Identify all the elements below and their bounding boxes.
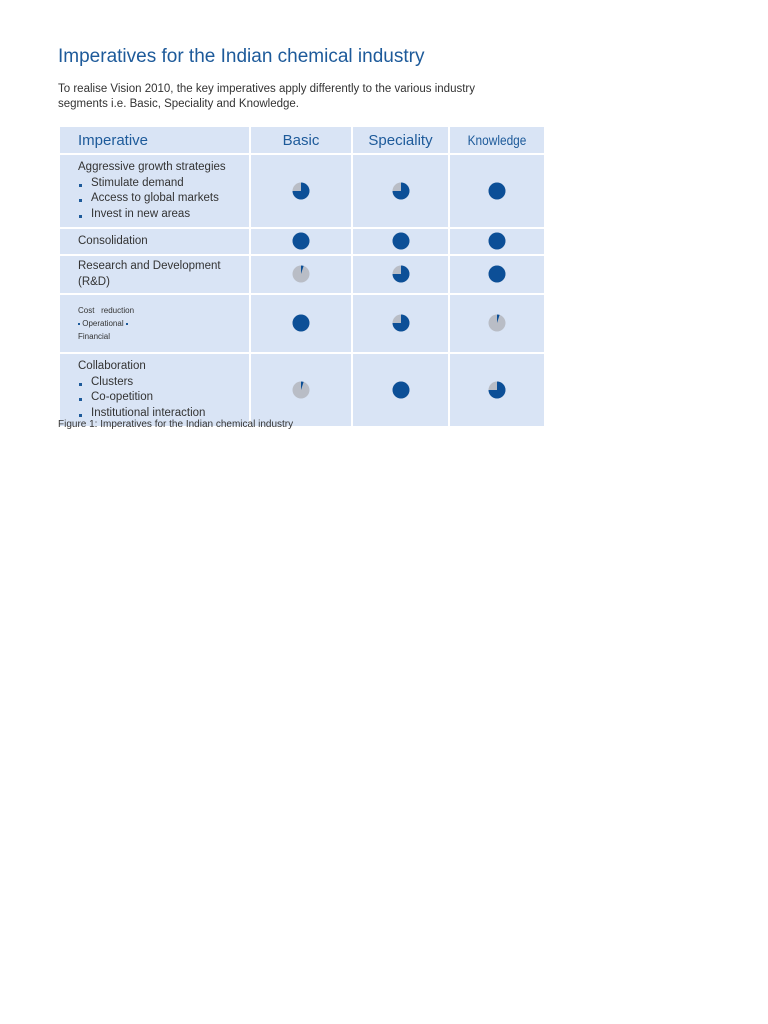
imperative-bullets [78, 176, 243, 223]
imperative-label [59, 294, 250, 353]
header-speciality: Speciality [352, 126, 449, 154]
rating-ball-icon [392, 232, 410, 250]
financial-label: Financial [78, 332, 111, 341]
imperative-label [59, 154, 250, 228]
table-row-cost-reduction [59, 294, 545, 353]
operational-label [78, 317, 243, 330]
bullet-item: Access to global markets [78, 191, 243, 207]
bullet-dot [78, 323, 80, 325]
figure-caption: Figure 1: Imperatives for the Indian chemical industry [58, 419, 294, 430]
bullet-item: Clusters [78, 375, 243, 391]
rating-cell-basic [250, 154, 352, 228]
imperative-label [59, 255, 250, 294]
rating-ball-icon [488, 232, 506, 250]
rating-ball-icon [292, 182, 310, 200]
rating-ball-icon [292, 232, 310, 250]
rating-ball-icon [292, 381, 310, 399]
rating-ball-icon [488, 182, 506, 200]
imperative-title: Aggressive growth strategies [78, 161, 226, 173]
intro-paragraph: To realise Vision 2010, the key imperatives apply differently to the various industry segments i.e. Basic, Speciality and Knowledge. [58, 83, 475, 110]
bullet-item: Stimulate demand [78, 176, 243, 192]
table-row-collaboration [59, 353, 545, 427]
rating-cell-speciality [352, 255, 449, 294]
imperative-title: Collaboration [78, 360, 146, 372]
rating-ball-icon [292, 265, 310, 283]
rating-ball-icon [292, 314, 310, 332]
ball-fill [489, 233, 506, 250]
ball-fill [489, 266, 506, 283]
table-header-row [59, 126, 545, 154]
ball-fill [293, 315, 310, 332]
ball-fill [392, 381, 409, 398]
header-knowledge: Knowledge [455, 126, 539, 154]
rating-cell-basic [250, 228, 352, 255]
rating-ball-icon [392, 182, 410, 200]
cost-reduction-label: Cost reduction [78, 306, 135, 315]
rating-cell-basic [250, 353, 352, 427]
ball-fill [293, 233, 310, 250]
rating-ball-icon [392, 265, 410, 283]
rating-cell-speciality [352, 154, 449, 228]
page-title: Imperatives for the Indian chemical industry [58, 46, 425, 67]
rating-cell-knowledge [449, 154, 545, 228]
imperative-label [59, 228, 250, 255]
bullet-item: Invest in new areas [78, 207, 243, 223]
ball-fill [489, 182, 506, 199]
rating-cell-knowledge [449, 353, 545, 427]
rating-cell-basic [250, 294, 352, 353]
bullet-item: Institutional interaction [78, 406, 243, 422]
imperative-title: Research and Development (R&D) [78, 260, 221, 288]
ball-fill [392, 233, 409, 250]
operational-text: Operational [82, 319, 124, 328]
rating-ball-icon [488, 381, 506, 399]
rating-cell-knowledge [449, 228, 545, 255]
rating-ball-icon [392, 381, 410, 399]
rating-ball-icon [488, 265, 506, 283]
rating-cell-knowledge [449, 294, 545, 353]
imperative-bullets [78, 375, 243, 422]
header-basic: Basic [250, 126, 352, 154]
rating-cell-speciality [352, 353, 449, 427]
table-row-rnd [59, 255, 545, 294]
bullet-dot [126, 323, 128, 325]
rating-cell-speciality [352, 228, 449, 255]
imperative-label [59, 353, 250, 427]
rating-cell-basic [250, 255, 352, 294]
bullet-item: Co-opetition [78, 390, 243, 406]
table-row-growth [59, 154, 545, 228]
imperatives-table [58, 125, 546, 428]
rating-cell-speciality [352, 294, 449, 353]
header-imperative: Imperative [59, 126, 250, 154]
table-row-consolidation [59, 228, 545, 255]
rating-cell-knowledge [449, 255, 545, 294]
imperative-title: Consolidation [78, 234, 148, 247]
rating-ball-icon [392, 314, 410, 332]
rating-ball-icon [488, 314, 506, 332]
